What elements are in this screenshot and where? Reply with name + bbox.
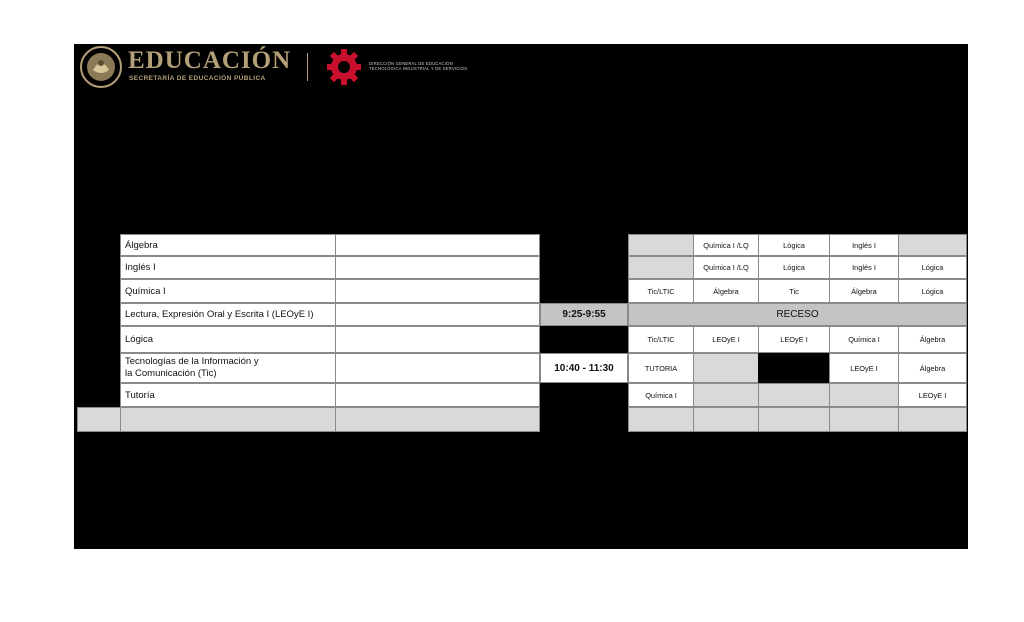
- schedule-cell: Álgebra: [898, 326, 967, 353]
- schedule-cell: [693, 353, 759, 383]
- schedule-cell: Álgebra: [829, 279, 899, 303]
- dgeti-text: [369, 61, 467, 71]
- subject-leoye: Lectura, Expresión Oral y Escrita I (LEOyE I): [120, 303, 336, 326]
- recess-banner: RECESO: [628, 303, 967, 326]
- schedule-cell: LEOyE I: [898, 383, 967, 407]
- schedule-cell: Tic/LTIC: [628, 326, 694, 353]
- footer-cell: [77, 407, 121, 432]
- schedule-cell: LEOyE I: [693, 326, 759, 353]
- schedule-cell: Tic/LTIC: [628, 279, 694, 303]
- dgeti-gear-icon: [326, 47, 362, 85]
- subject-teacher-cell: [335, 303, 540, 326]
- subject-algebra: Álgebra: [120, 234, 336, 256]
- header-divider: [307, 53, 308, 81]
- subject-quimica: Química I: [120, 279, 336, 303]
- schedule-cell: [829, 407, 899, 432]
- footer-cell: [335, 407, 540, 432]
- schedule-cell: LEOyE I: [758, 326, 830, 353]
- header-title: EDUCACIÓN: [128, 47, 292, 74]
- schedule-cell: [628, 407, 694, 432]
- schedule-cell: Química I /LQ: [693, 234, 759, 256]
- subject-tic: Tecnologías de la Información y la Comunicación (Tic): [120, 353, 336, 383]
- schedule-cell: [758, 353, 830, 383]
- schedule-cell: [829, 383, 899, 407]
- time-recess: 9:25-9:55: [540, 303, 628, 326]
- schedule-cell: [628, 256, 694, 279]
- time-block: 10:40 - 11:30: [540, 353, 628, 383]
- header-logos: [74, 44, 494, 90]
- schedule-cell: LEOyE I: [829, 353, 899, 383]
- schedule-cell: [898, 234, 967, 256]
- schedule-cell: [628, 234, 694, 256]
- subject-logica: Lógica: [120, 326, 336, 353]
- subject-teacher-cell: [335, 383, 540, 407]
- mexico-seal-icon: [80, 46, 122, 88]
- schedule-cell: TUTORIA: [628, 353, 694, 383]
- schedule-cell: [758, 407, 830, 432]
- schedule-cell: [758, 383, 830, 407]
- schedule-cell: [898, 407, 967, 432]
- dgeti-line2: TECNOLÓGICA INDUSTRIAL Y DE SERVICIOS: [369, 66, 468, 71]
- subject-teacher-cell: [335, 256, 540, 279]
- subject-teacher-cell: [335, 326, 540, 353]
- schedule-cell: Química I: [829, 326, 899, 353]
- schedule-cell: Lógica: [898, 256, 967, 279]
- subject-tutoria: Tutoría: [120, 383, 336, 407]
- schedule-cell: [693, 407, 759, 432]
- schedule-cell: Lógica: [898, 279, 967, 303]
- schedule-cell: Tic: [758, 279, 830, 303]
- subject-teacher-cell: [335, 279, 540, 303]
- footer-cell: [120, 407, 336, 432]
- schedule-cell: Inglés I: [829, 256, 899, 279]
- dgeti-line1: DIRECCIÓN GENERAL DE EDUCACIÓN: [369, 61, 453, 66]
- schedule-cell: Química I /LQ: [693, 256, 759, 279]
- schedule-cell: [693, 383, 759, 407]
- schedule-cell: Química I: [628, 383, 694, 407]
- schedule-cell: Álgebra: [693, 279, 759, 303]
- schedule-cell: Inglés I: [829, 234, 899, 256]
- subject-teacher-cell: [335, 234, 540, 256]
- subject-ingles: Inglés I: [120, 256, 336, 279]
- header-subtitle: SECRETARÍA DE EDUCACIÓN PÚBLICA: [129, 75, 266, 82]
- schedule-cell: Lógica: [758, 234, 830, 256]
- subject-teacher-cell: [335, 353, 540, 383]
- schedule-cell: Lógica: [758, 256, 830, 279]
- schedule-cell: Álgebra: [898, 353, 967, 383]
